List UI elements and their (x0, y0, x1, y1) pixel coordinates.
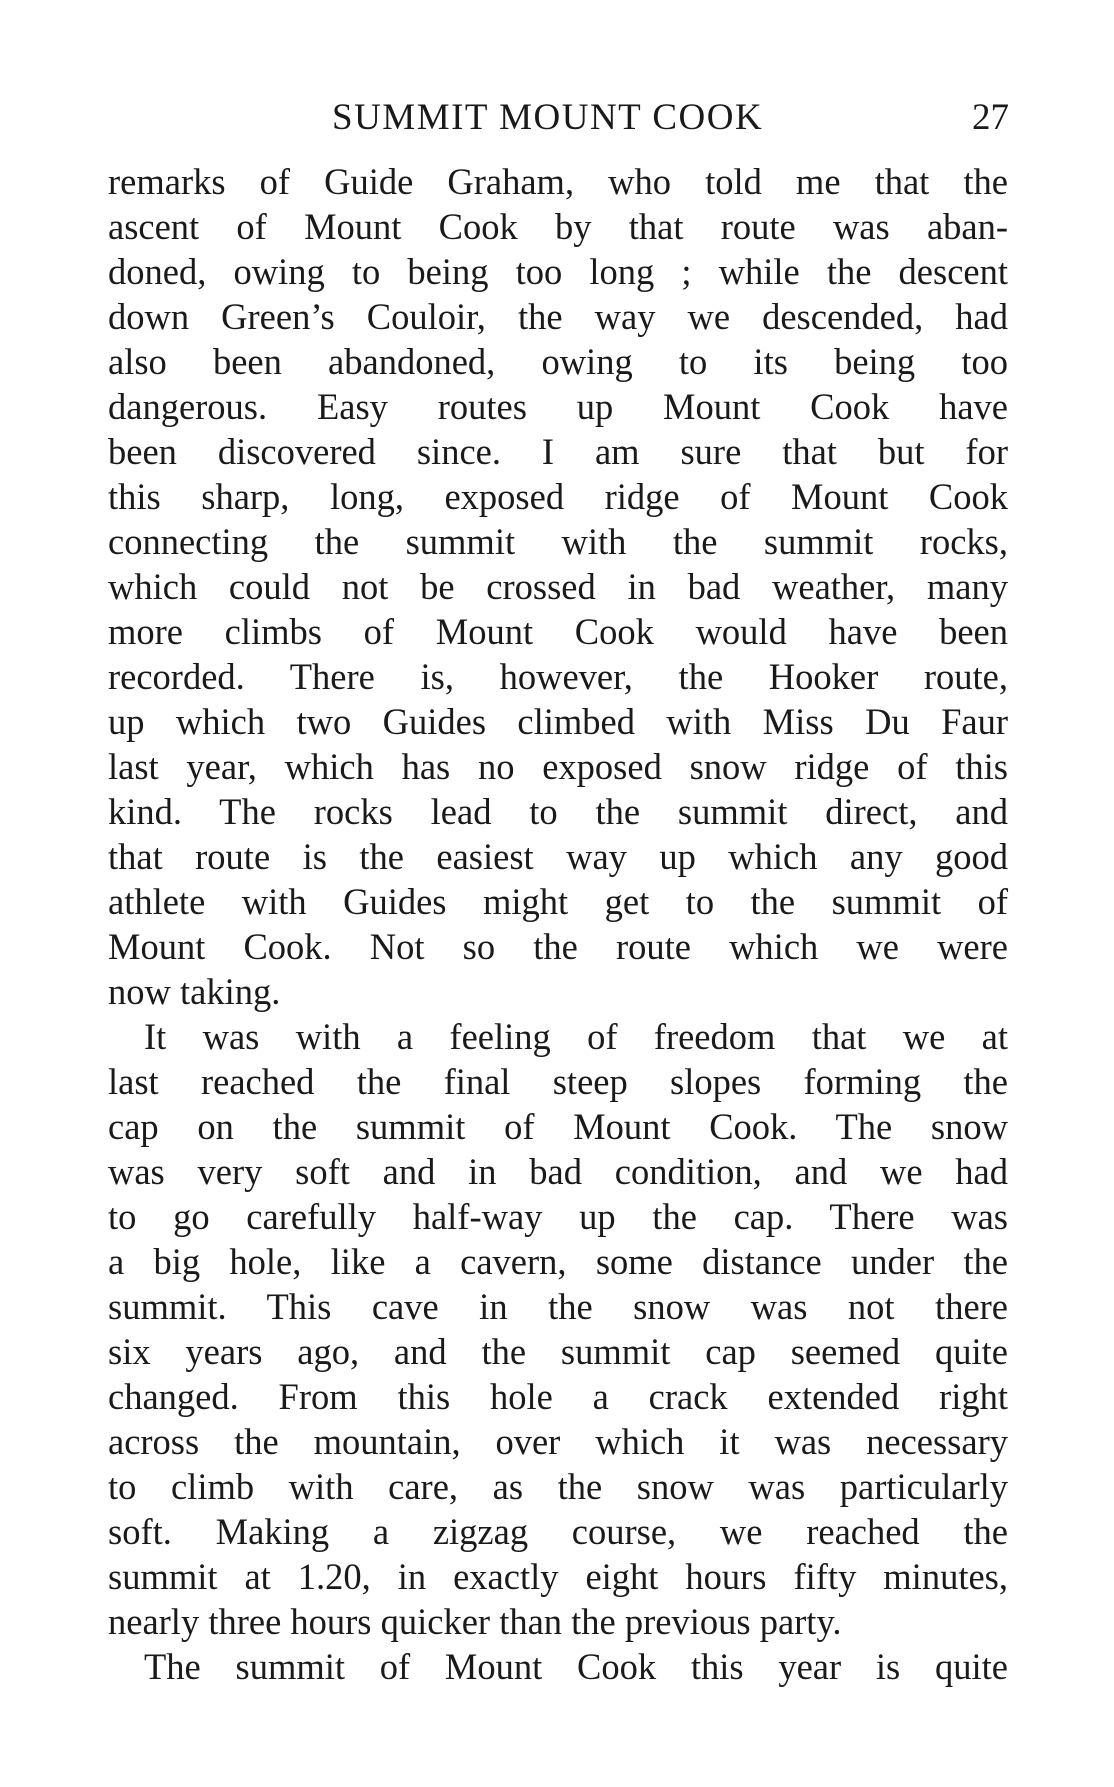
text-line: that route is the easiest way up which any good (108, 836, 1008, 877)
text-line: summit at 1.20, in exactly eight hours fifty minutes, (108, 1556, 1008, 1597)
text-line: recorded. There is, however, the Hooker route, (108, 656, 1008, 697)
text-line: athlete with Guides might get to the summit of (108, 881, 1008, 922)
page-number: 27 (972, 97, 1009, 138)
text-line: down Green’s Couloir, the way we descended, had (108, 296, 1008, 337)
text-line: now taking. (108, 971, 281, 1012)
text-line: a big hole, like a cavern, some distance under the (108, 1241, 1008, 1282)
running-head-title: SUMMIT MOUNT COOK (332, 97, 764, 138)
text-line: nearly three hours quicker than the previous party. (108, 1601, 842, 1642)
text-line: dangerous. Easy routes up Mount Cook have (108, 386, 1008, 427)
text-line: across the mountain, over which it was necessary (108, 1421, 1008, 1462)
text-line: last year, which has no exposed snow ridge of this (108, 746, 1008, 787)
text-line: cap on the summit of Mount Cook. The snow (108, 1106, 1008, 1147)
text-line: also been abandoned, owing to its being too (108, 341, 1008, 382)
text-line: this sharp, long, exposed ridge of Mount Cook (108, 476, 1008, 517)
text-line: six years ago, and the summit cap seemed quite (108, 1331, 1008, 1372)
text-line: to climb with care, as the snow was particularly (108, 1466, 1008, 1507)
text-line: connecting the summit with the summit rocks, (108, 521, 1008, 562)
text-line: doned, owing to being too long ; while the descent (108, 251, 1008, 292)
text-line: to go carefully half-way up the cap. There was (108, 1196, 1008, 1237)
text-line: was very soft and in bad condition, and we had (108, 1151, 1008, 1192)
text-line: changed. From this hole a crack extended right (108, 1376, 1008, 1417)
text-line: remarks of Guide Graham, who told me that the (108, 161, 1008, 202)
text-line: more climbs of Mount Cook would have been (108, 611, 1008, 652)
text-line: ascent of Mount Cook by that route was aban- (108, 206, 1008, 247)
text-line: kind. The rocks lead to the summit direct, and (108, 791, 1008, 832)
text-line: up which two Guides climbed with Miss Du Faur (108, 701, 1008, 742)
text-line: which could not be crossed in bad weather, many (108, 566, 1008, 607)
text-line: summit. This cave in the snow was not there (108, 1286, 1008, 1327)
text-line: It was with a feeling of freedom that we at (144, 1016, 1008, 1057)
text-line: soft. Making a zigzag course, we reached the (108, 1511, 1008, 1552)
text-line: Mount Cook. Not so the route which we were (108, 926, 1008, 967)
text-line: last reached the final steep slopes forming the (108, 1061, 1008, 1102)
running-head (0, 92, 1114, 144)
text-line: been discovered since. I am sure that but for (108, 431, 1008, 472)
body-text (108, 159, 1008, 1689)
text-line: The summit of Mount Cook this year is quite (144, 1646, 1008, 1687)
